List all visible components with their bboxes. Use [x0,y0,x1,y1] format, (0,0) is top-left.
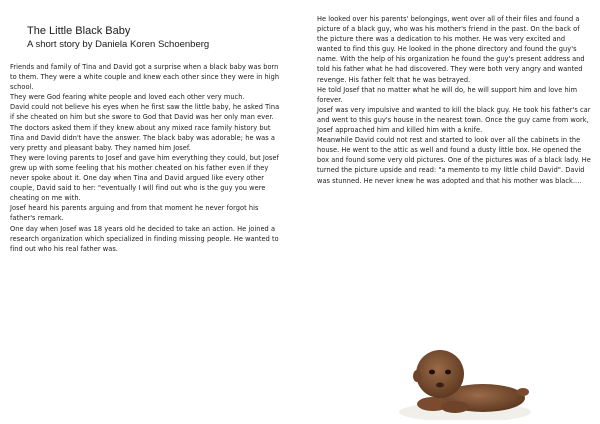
baby-ear [413,370,421,382]
baby-illustration [395,340,533,420]
paragraph: David could not believe his eyes when he first saw the little baby, he asked Tina if she cheated on him but she swore to God that David was her only man ever. [10,103,280,122]
right-story-text [317,14,591,186]
baby-eye-left [429,370,435,375]
baby-eye-right [445,370,451,375]
paragraph: Meanwhile David could not rest and started to look over all the cabinets in the house. He went to the attic as well and found a dusty little box. He opened the box and found some very old pictures. One of the pictures was of a black lady. He turned the picture upside and read: "a memento to my little child David". David was stunned. He never knew he was adopted and that his mother was black.... [317,136,591,185]
paragraph: The doctors asked them if they knew about any mixed race family history but Tina and David didn't have the answer. The black baby was adorable; he was a very pretty and pleasant baby. They named him Josef. [10,123,275,152]
baby-foot [517,388,529,396]
paragraph: Friends and family of Tina and David got a surprise when a black baby was born to them. They were a white couple and knew each other since they were in high school. [10,63,280,92]
baby-photo [395,340,533,420]
paragraph: They were God fearing white people and loved each other very much. [10,93,245,102]
baby-head [416,350,464,398]
paragraph: Josef was very impulsive and wanted to kill the black guy. He took his father's car and went to this guy's house in the nearest town. Once the guy came from work, Josef approached him and killed him with a knife. [317,105,591,135]
baby-arm-right [441,401,469,413]
paragraph: He looked over his parents' belongings, went over all of their files and found a picture of a black guy, who was his mother's friend in the past. On the back of the picture there was a dedication to his mother. He was very excited and wanted to find this guy. He looked in the phone directory and found the guy's name. With the help of his organization he found the guy's present address and told his father what he had discovered. They were both very angry and wanted revenge. His father felt that he was betrayed. [317,15,585,84]
left-story-text [10,62,285,254]
paragraph: Josef heard his parents arguing and from that moment he never forgot his father's remark. [10,204,259,223]
story-subtitle: A short story by Daniela Koren Schoenberg [27,39,210,50]
paragraph: They were loving parents to Josef and gave him everything they could, but Josef grew up with some feeling that his mother cheated on his father even if they never spoke about it. One day when Tina and David argued like every other couple, David said to her: "eventually I will find out who is the guy you were cheating on me with. [10,153,279,203]
story-title: The Little Black Baby [27,25,131,37]
baby-mouth [436,383,444,388]
paragraph: One day when Josef was 18 years old he decided to take an action. He joined a research organization which specialized in finding missing people. He wanted to find out who his real father was. [10,224,279,253]
paragraph: He told Josef that no matter what he will do, he will support him and love him forever. [317,85,578,104]
